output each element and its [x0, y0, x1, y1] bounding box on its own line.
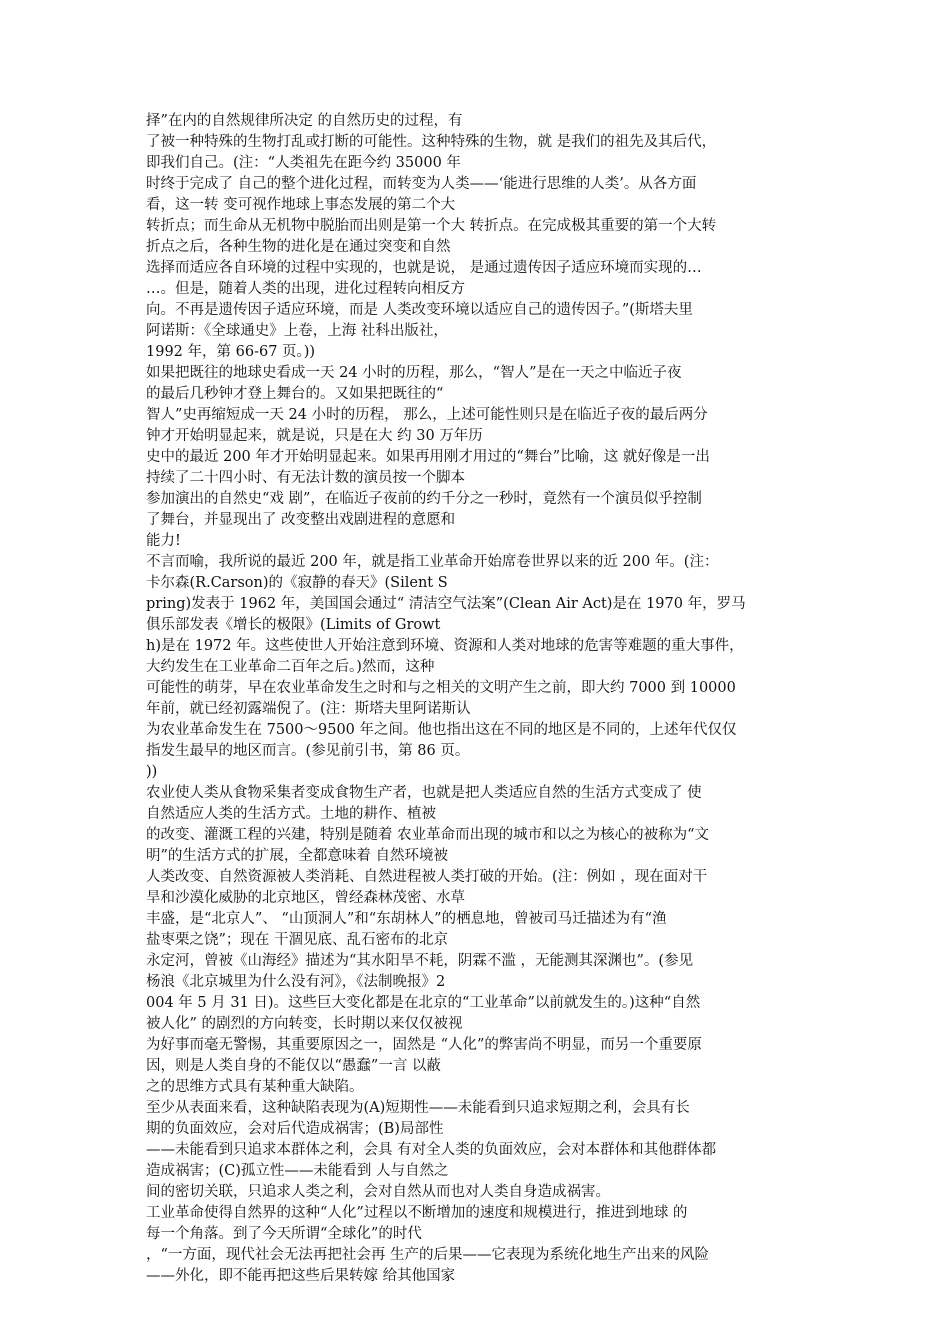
text-line: 俱乐部发表《增长的极限》(Limits of Growt	[146, 617, 441, 633]
text-line: 期的负面效应，会对后代造成祸害；(B)局部性	[146, 1121, 444, 1137]
text-line: 择”在内的自然规律所决定 的自然历史的过程，有	[146, 113, 463, 129]
text-line: 智人”史再缩短成一天 24 小时的历程， 那么，上述可能性则只是在临近子夜的最后两分	[146, 407, 708, 423]
text-line: 盐枣栗之饶”；现在 干涸见底、乱石密布的北京	[146, 932, 449, 948]
text-line: 史中的最近 200 年才开始明显起来。如果再用刚才用过的“舞台”比喻，这 就好像是一出	[146, 449, 710, 465]
text-line: pring)发表于 1962 年，美国国会通过“ 清洁空气法案”(Clean Air Act)是在 1970 年，罗马	[146, 596, 746, 612]
text-line: 阿诺斯：《全球通史》上卷，上海 社科出版社，	[146, 323, 448, 339]
text-line: 向。不再是遗传因子适应环境，而是 人类改变环境以适应自己的遗传因子。”(斯塔夫里	[146, 302, 693, 318]
text-line: 时终于完成了 自己的整个进化过程，而转变为人类——‘能进行思维的人类’。从各方面	[146, 176, 697, 192]
text-line: 折点之后，各种生物的进化是在通过突变和自然	[146, 239, 451, 255]
text-line: 了被一种特殊的生物打乱或打断的可能性。这种特殊的生物，就 是我们的祖先及其后代，	[146, 134, 717, 150]
text-line: 之的思维方式具有某种重大缺陷。	[146, 1079, 364, 1095]
text-line: 至少从表面来看，这种缺陷表现为(A)短期性——未能看到只追求短期之利，会具有长	[146, 1100, 690, 1116]
text-line: 的改变、灌溉工程的兴建，特别是随着 农业革命而出现的城市和以之为核心的被称为“文	[146, 827, 710, 843]
text-line: 可能性的萌芽，早在农业革命发生之时和与之相关的文明产生之前，即大约 7000 到 10000	[146, 680, 736, 696]
text-line: 转折点；而生命从无机物中脱胎而出则是第一个大 转折点。在完成极其重要的第一个大转	[146, 218, 717, 234]
text-line: 钟才开始明显起来，就是说，只是在大 约 30 万年历	[146, 428, 483, 444]
text-line: 人类改变、自然资源被人类消耗、自然进程被人类打破的开始。(注：例如 ，现在面对干	[146, 869, 708, 885]
text-line: 的最后几秒钟才登上舞台的。又如果把既往的“	[146, 386, 444, 402]
text-line: 丰盛，是“北京人”、 “山顶洞人”和“东胡林人”的栖息地，曾被司马迁描述为有“渔	[146, 911, 667, 927]
document-text-body	[146, 111, 811, 1287]
text-line: h)是在 1972 年。这些使世人开始注意到环境、资源和人类对地球的危害等难题的重大事件，	[146, 638, 744, 654]
text-line: 了舞台，并显现出了 改变整出戏剧进程的意愿和	[146, 512, 456, 528]
text-line: 卡尔森(R.Carson)的《寂静的春天》(Silent S	[146, 575, 448, 591]
text-line: 农业使人类从食物采集者变成食物生产者，也就是把人类适应自然的生活方式变成了 使	[146, 785, 702, 801]
text-line: …。但是，随着人类的出现，进化过程转向相反方	[146, 281, 465, 297]
text-line: ，“一方面，现代社会无法再把社会再 生产的后果——它表现为系统化地生产出来的风险	[146, 1247, 710, 1263]
text-line: 即我们自己。(注：“人类祖先在距今约 35000 年	[146, 155, 461, 171]
text-line: 如果把既往的地球史看成一天 24 小时的历程，那么，“智人”是在一天之中临近子夜	[146, 365, 682, 381]
text-line: 不言而喻，我所说的最近 200 年，就是指工业革命开始席卷世界以来的近 200 年。(注：	[146, 554, 719, 570]
text-line: 每一个角落。到了今天所谓“全球化”的时代	[146, 1226, 422, 1242]
text-line: 旱和沙漠化威胁的北京地区，曾经森林茂密、水草	[146, 890, 465, 906]
text-line: 看，这一转 变可视作地球上事态发展的第二个大	[146, 197, 456, 213]
text-line: ——外化，即不能再把这些后果转嫁 给其他国家	[146, 1268, 456, 1284]
text-line: ))	[146, 764, 158, 780]
text-line: 工业革命使得自然界的这种“人化”过程以不断增加的速度和规模进行，推进到地球 的	[146, 1205, 688, 1221]
text-line: 被人化” 的剧烈的方向转变，长时期以来仅仅被视	[146, 1016, 463, 1032]
text-line: 间的密切关联，只追求人类之利，会对自然从而也对人类自身造成祸害。	[146, 1184, 610, 1200]
text-line: 因，则是人类自身的不能仅以“愚蠢”一言 以蔽	[146, 1058, 441, 1074]
text-line: 选择而适应各自环境的过程中实现的，也就是说， 是通过遗传因子适应环境而实现的…	[146, 260, 702, 276]
text-line: 能力!	[146, 533, 181, 549]
text-line: 杨浪《北京城里为什么没有河》，《法制晚报》2	[146, 974, 446, 990]
text-line: 明”的生活方式的扩展，全都意味着 自然环境被	[146, 848, 449, 864]
text-line: 造成祸害；(C)孤立性——未能看到 人与自然之	[146, 1163, 449, 1179]
text-line: 自然适应人类的生活方式。土地的耕作、植被	[146, 806, 436, 822]
text-line: 004 年 5 月 31 日)。这些巨大变化都是在北京的“工业革命”以前就发生的。)这种“自然	[146, 995, 701, 1011]
text-line: 参加演出的自然史“戏 剧”，在临近子夜前的约千分之一秒时，竟然有一个演员似乎控制	[146, 491, 702, 507]
text-line: 为农业革命发生在 7500～9500 年之间。他也指出这在不同的地区是不同的，上述年代仅仅	[146, 722, 737, 738]
text-line: 1992 年，第 66-67 页。))	[146, 344, 316, 360]
text-line: 指发生最早的地区而言。(参见前引书，第 86 页。	[146, 743, 470, 759]
text-line: ——未能看到只追求本群体之利，会具 有对全人类的负面效应，会对本群体和其他群体都	[146, 1142, 717, 1158]
text-line: 为好事而毫无警惕，其重要原因之一，固然是 “人化”的弊害尚不明显，而另一个重要原	[146, 1037, 702, 1053]
text-line: 永定河，曾被《山海经》描述为“其水阳旱不耗，阴霖不滥 ，无能测其深渊也”。(参见	[146, 953, 694, 969]
text-line: 年前，就已经初露端倪了。(注：斯塔夫里阿诺斯认	[146, 701, 471, 717]
text-line: 持续了二十四小时、有无法计数的演员按一个脚本	[146, 470, 465, 486]
text-line: 大约发生在工业革命二百年之后。)然而，这种	[146, 659, 435, 675]
